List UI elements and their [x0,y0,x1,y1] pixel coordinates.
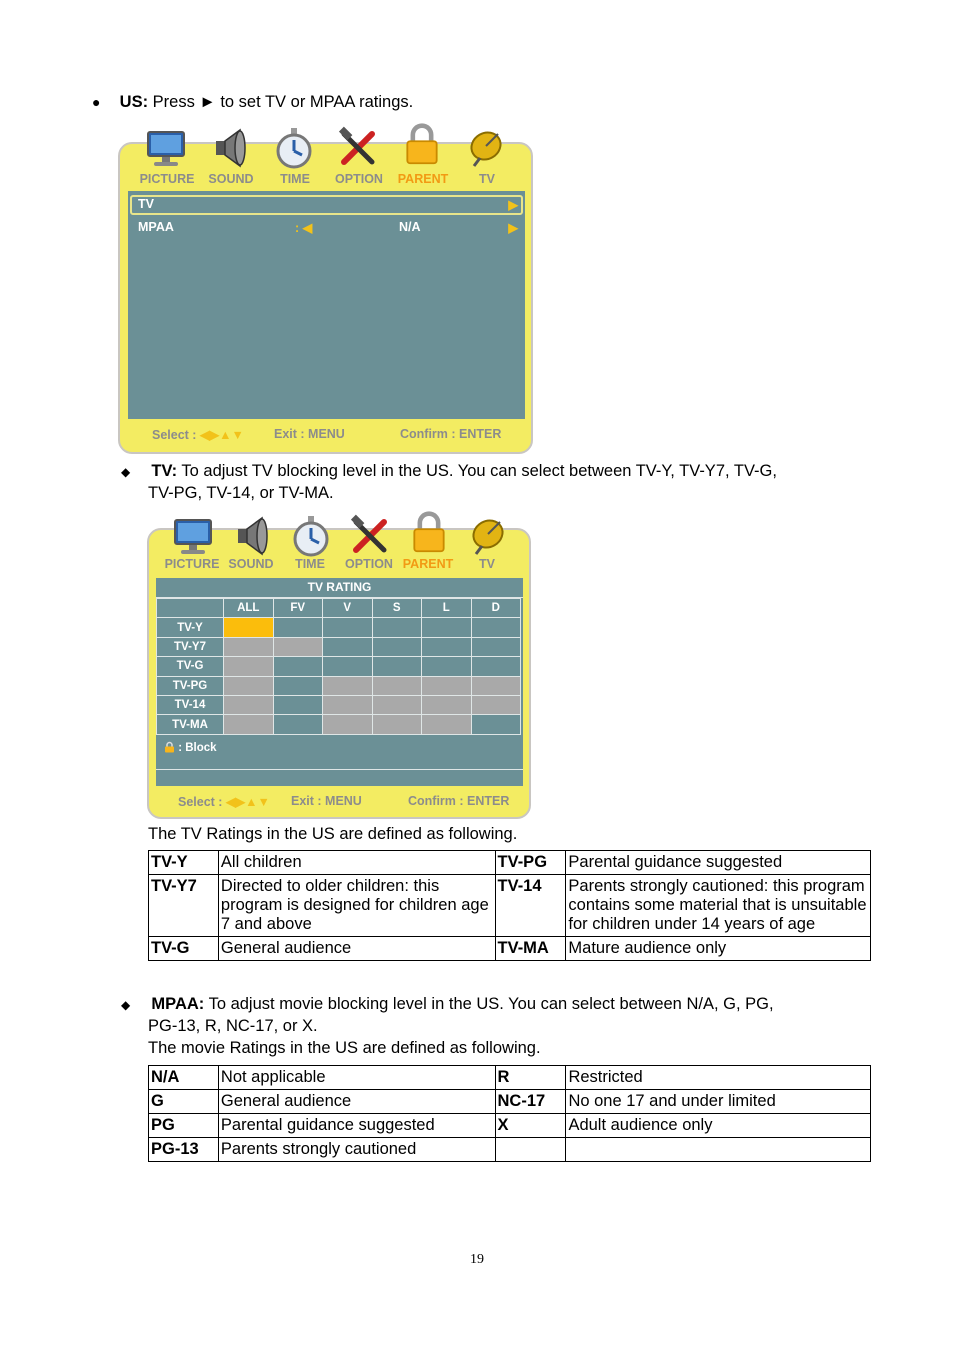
monitor-icon[interactable] [171,514,215,558]
rating-code: TV-Y7 [149,875,219,937]
rating-cell[interactable] [372,715,422,734]
osd-menu-tv-rating [147,528,531,819]
grid-row [157,715,521,734]
tv-rating-content [156,578,523,786]
grid-row [157,695,521,714]
col-header: S [372,599,422,618]
grid-row [157,676,521,695]
footer-select [152,427,244,442]
select-hint: Select : [152,428,200,442]
row-label: TV [138,197,154,211]
tab-option[interactable]: OPTION [335,172,383,186]
rating-cell[interactable] [372,637,422,656]
page-number: 19 [470,1252,484,1267]
tab-tv[interactable]: TV [479,557,495,571]
block-legend [164,741,217,754]
tab-parent[interactable]: PARENT [402,557,454,571]
rating-code: R [495,1066,566,1090]
row-label: TV-PG [157,676,224,695]
grid-corner [157,599,224,618]
rating-desc: Parental guidance suggested [218,1114,495,1138]
tv-ratings-table [148,850,871,961]
rating-cell[interactable] [224,637,274,656]
left-arrow-icon[interactable]: : ◀ [295,221,313,235]
row-label: TV-G [157,657,224,676]
rating-cell[interactable] [273,676,323,695]
rating-code: TV-14 [495,875,566,937]
stopwatch-icon[interactable] [289,514,333,558]
rating-code: NC-17 [495,1090,566,1114]
col-header: L [422,599,472,618]
us-text: Press ► to set TV or MPAA ratings. [148,93,414,111]
tab-time[interactable]: TIME [295,557,325,571]
col-header: D [471,599,521,618]
tv-bullet-line [121,460,777,483]
mpaa-label: MPAA: [151,995,205,1013]
rating-cell[interactable] [273,715,323,734]
lock-icon [164,741,175,753]
mpaa-bullet-line [121,993,774,1016]
table-row [149,1114,871,1138]
rating-cell[interactable] [422,618,472,637]
bullet: ● [92,94,101,110]
mpaa-value: N/A [399,220,421,234]
table-row [149,851,871,875]
table-row [149,1066,871,1090]
monitor-icon[interactable] [144,126,188,170]
tab-time[interactable]: TIME [280,172,310,186]
rating-code: PG-13 [149,1138,219,1162]
footer-exit: Exit : MENU [291,794,362,808]
rating-cell[interactable] [273,637,323,656]
rating-desc: Not applicable [218,1066,495,1090]
rating-cell[interactable] [323,695,373,714]
osd-menu-parent [118,142,533,454]
rating-desc: All children [218,851,495,875]
rating-cell[interactable] [372,618,422,637]
direction-arrows-icon: ◀▶▲▼ [225,795,270,809]
mpaa-ratings-table [148,1065,871,1162]
grid-row [157,618,521,637]
rating-desc: General audience [218,1090,495,1114]
rating-cell[interactable] [422,637,472,656]
rating-desc: No one 17 and under limited [566,1090,871,1114]
row-label: TV-Y7 [157,637,224,656]
rating-code: N/A [149,1066,219,1090]
rating-code: TV-MA [495,937,566,961]
tab-sound[interactable]: SOUND [228,557,274,571]
grid-row [157,637,521,656]
rating-desc: Mature audience only [566,937,871,961]
stopwatch-icon[interactable] [272,126,316,170]
rating-desc: General audience [218,937,495,961]
block-label: : Block [178,742,217,754]
rating-cell[interactable] [422,695,472,714]
mpaa-text-3: The movie Ratings in the US are defined as following. [148,1039,541,1057]
rating-cell[interactable] [471,618,521,637]
tab-picture[interactable]: PICTURE [139,172,195,186]
rating-cell[interactable] [224,695,274,714]
col-header: V [323,599,373,618]
table-row [149,1090,871,1114]
tv-label: TV: [151,462,178,480]
row-label: TV-14 [157,695,224,714]
rating-cell[interactable] [471,715,521,734]
rating-cell[interactable] [323,657,373,676]
table-row [149,1138,871,1162]
rating-cell[interactable] [422,657,472,676]
menu-row-mpaa[interactable] [138,220,518,234]
rating-cell[interactable] [273,695,323,714]
rating-code: G [149,1090,219,1114]
col-header: ALL [224,599,274,618]
rating-cell[interactable] [273,618,323,637]
us-label: US: [119,93,149,111]
bullet: ◆ [121,465,131,479]
rating-desc: Restricted [566,1066,871,1090]
rating-code: TV-Y [149,851,219,875]
table-row [149,875,871,937]
tab-option[interactable]: OPTION [345,557,393,571]
rating-desc: Parents strongly cautioned [218,1138,495,1162]
row-label: TV-Y [157,618,224,637]
tools-icon[interactable] [348,514,392,558]
footer-confirm: Confirm : ENTER [408,794,510,808]
mpaa-text-1: To adjust movie blocking level in the US. You can select between N/A, G, PG, [204,995,774,1013]
tab-sound[interactable]: SOUND [208,172,254,186]
rating-cell[interactable] [323,715,373,734]
grid-row [157,657,521,676]
us-bullet-line [92,91,413,113]
padlock-icon[interactable] [400,122,444,166]
rating-cell[interactable] [224,657,274,676]
tools-icon[interactable] [336,126,380,170]
rating-cell[interactable] [323,676,373,695]
rating-cell[interactable] [372,657,422,676]
rating-cell[interactable] [372,676,422,695]
rating-code: X [495,1114,566,1138]
rating-desc: Directed to older children: this program is designed for children age 7 and above [218,875,495,937]
tv-ratings-intro: The TV Ratings in the US are defined as following. [148,825,518,843]
menu-row-tv[interactable] [138,197,518,211]
col-header: FV [273,599,323,618]
footer-exit: Exit : MENU [274,427,345,441]
padlock-icon[interactable] [407,510,451,554]
rating-desc: Parents strongly cautioned: this program contains some material that is unsuitable for children under 14 years of age [566,875,871,937]
right-arrow-icon: ▶ [508,198,518,212]
rating-cell[interactable] [224,676,274,695]
row-label: MPAA [138,220,174,234]
grid-header-row [157,599,521,618]
mpaa-text-2: PG-13, R, NC-17, or X. [148,1017,318,1035]
rating-code: PG [149,1114,219,1138]
rating-cell[interactable] [323,618,373,637]
rating-cell[interactable] [422,676,472,695]
rating-code: TV-G [149,937,219,961]
tv-rating-title: TV RATING [156,578,523,598]
divider [156,769,523,770]
tab-picture[interactable]: PICTURE [164,557,220,571]
tv-rating-grid [156,598,521,735]
rating-code: TV-PG [495,851,566,875]
footer-select [178,794,270,809]
menu-content [128,191,525,419]
speaker-icon[interactable] [208,126,252,170]
rating-cell[interactable] [422,715,472,734]
speaker-icon[interactable] [230,514,274,558]
select-hint: Select : [178,795,226,809]
rating-cell[interactable] [471,637,521,656]
rating-cell[interactable] [471,657,521,676]
rating-cell[interactable] [323,637,373,656]
table-row [149,937,871,961]
rating-cell[interactable] [224,715,274,734]
rating-code [495,1138,566,1162]
tab-tv[interactable]: TV [479,172,495,186]
direction-arrows-icon: ◀▶▲▼ [199,428,244,442]
rating-cell[interactable] [224,618,274,637]
satellite-dish-icon[interactable] [464,126,508,170]
right-arrow-icon[interactable]: ▶ [508,221,518,235]
row-label: TV-MA [157,715,224,734]
tv-text-1: To adjust TV blocking level in the US. You can select between TV-Y, TV-Y7, TV-G, [177,462,777,480]
rating-desc [566,1138,871,1162]
bullet: ◆ [121,998,131,1012]
rating-cell[interactable] [471,695,521,714]
tab-parent[interactable]: PARENT [397,172,449,186]
rating-desc: Parental guidance suggested [566,851,871,875]
satellite-dish-icon[interactable] [466,514,510,558]
rating-cell[interactable] [372,695,422,714]
footer-confirm: Confirm : ENTER [400,427,502,441]
rating-desc: Adult audience only [566,1114,871,1138]
rating-cell[interactable] [273,657,323,676]
tv-text-2: TV-PG, TV-14, or TV-MA. [148,484,334,502]
rating-cell[interactable] [471,676,521,695]
